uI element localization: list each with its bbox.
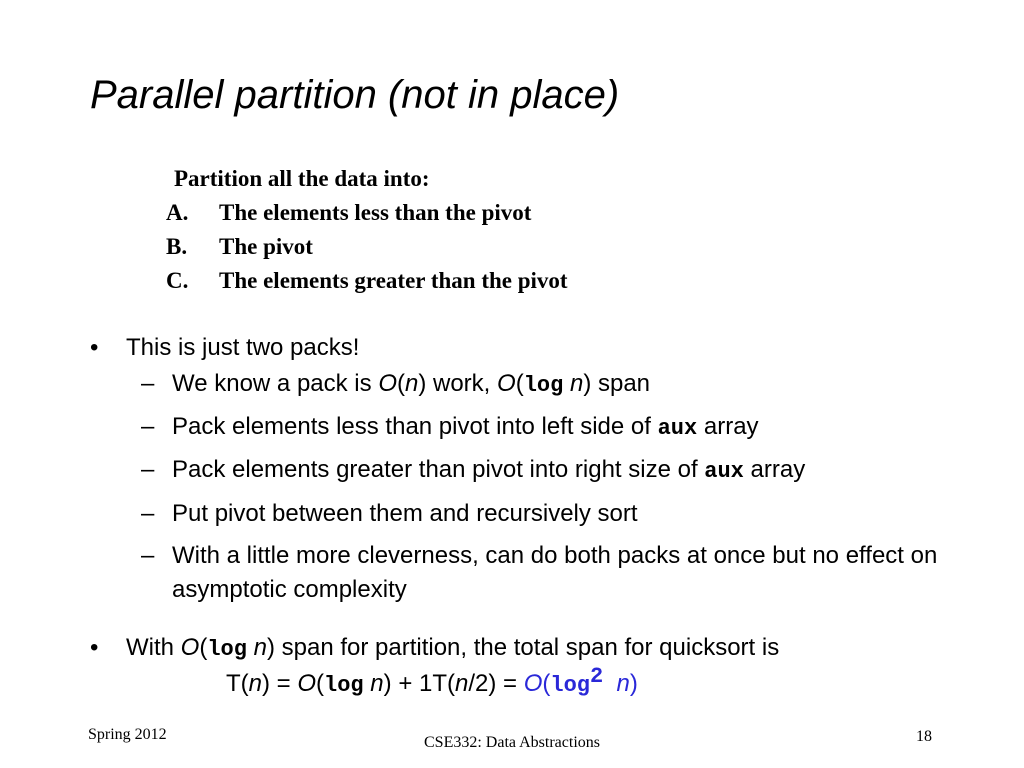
dash-marker: –	[141, 370, 155, 397]
text-run: ) span for partition, the total span for quicksort is	[266, 634, 780, 661]
text-run: ) work,	[418, 370, 498, 397]
partition-option-c	[166, 264, 568, 298]
text-run: Pack elements less than pivot into left side of	[172, 413, 658, 440]
var-n: n	[603, 670, 630, 697]
partition-option-b	[166, 230, 568, 264]
aux-code: aux	[704, 459, 744, 484]
dash-marker: –	[141, 500, 155, 527]
sub-bullet-put-pivot	[90, 497, 990, 531]
sub-bullet-pack-less	[90, 410, 990, 446]
recurrence-equation	[126, 664, 990, 703]
bullet-two-packs	[90, 331, 990, 365]
var-n: n	[248, 670, 263, 697]
partition-block	[166, 162, 568, 298]
page-number: 18	[916, 728, 932, 745]
bullet-text: This is just two packs!	[126, 334, 360, 361]
option-letter: C.	[166, 268, 189, 293]
var-n: n	[363, 670, 384, 697]
log-code: log	[207, 637, 247, 662]
partition-intro: Partition all the data into:	[174, 166, 430, 191]
option-letter: A.	[166, 200, 189, 225]
text-run: T(	[226, 670, 249, 697]
text-run: )	[629, 670, 638, 697]
text-run: With	[126, 634, 181, 661]
sub-bullet-pack-greater	[90, 453, 990, 489]
big-o-symbol: O	[180, 634, 200, 661]
log-code: log	[324, 673, 364, 698]
text-run: Pack elements greater than pivot into right size of	[172, 456, 705, 483]
slide-title: Parallel partition (not in place)	[90, 73, 620, 117]
var-n: n	[404, 370, 419, 397]
log-code: log	[523, 373, 564, 398]
text-run: ) + 1T(	[383, 670, 455, 697]
option-letter: B.	[166, 234, 188, 259]
bullet-marker: •	[90, 634, 99, 661]
footer-date: Spring 2012	[88, 726, 167, 743]
dash-marker: –	[141, 456, 155, 483]
text-run: Put pivot between them and recursively sort	[172, 500, 638, 527]
text-run: (	[199, 634, 208, 661]
text-run: ) span	[583, 370, 651, 397]
big-o-symbol: O	[497, 370, 516, 397]
footer-course: CSE332: Data Abstractions	[424, 734, 600, 751]
partition-option-a	[166, 196, 568, 230]
option-text: The pivot	[219, 234, 313, 259]
var-n: n	[563, 370, 584, 397]
sub-bullet-pack-cost	[90, 367, 990, 403]
dash-marker: –	[141, 413, 155, 440]
sub-bullet-cleverness	[90, 539, 962, 607]
bullet-quicksort-span	[90, 631, 990, 703]
text-run: ) =	[262, 670, 298, 697]
text-run: (	[396, 370, 405, 397]
aux-code: aux	[657, 416, 698, 441]
dash-marker: –	[141, 542, 155, 569]
text-run: /2) =	[468, 670, 524, 697]
result-expression	[523, 664, 638, 698]
exponent: 2	[590, 664, 604, 689]
big-o-symbol: O	[378, 370, 397, 397]
text-run: With a little more cleverness, can do both packs at once but no effect on asymptotic complexity	[172, 542, 938, 603]
log-code: log	[550, 673, 590, 698]
text-run: We know a pack is	[172, 370, 379, 397]
var-n: n	[455, 670, 469, 697]
big-o-symbol: O	[297, 670, 317, 697]
option-text: The elements greater than the pivot	[219, 268, 568, 293]
text-run: array	[697, 413, 759, 440]
bullet-marker: •	[90, 334, 99, 361]
text-run: array	[743, 456, 806, 483]
text-run: (	[316, 670, 325, 697]
text-run: (	[515, 370, 524, 397]
var-n: n	[246, 634, 267, 661]
big-o-symbol: O	[523, 670, 543, 697]
text-run: (	[542, 670, 551, 697]
bullet-list	[90, 331, 990, 703]
option-text: The elements less than the pivot	[219, 200, 532, 225]
